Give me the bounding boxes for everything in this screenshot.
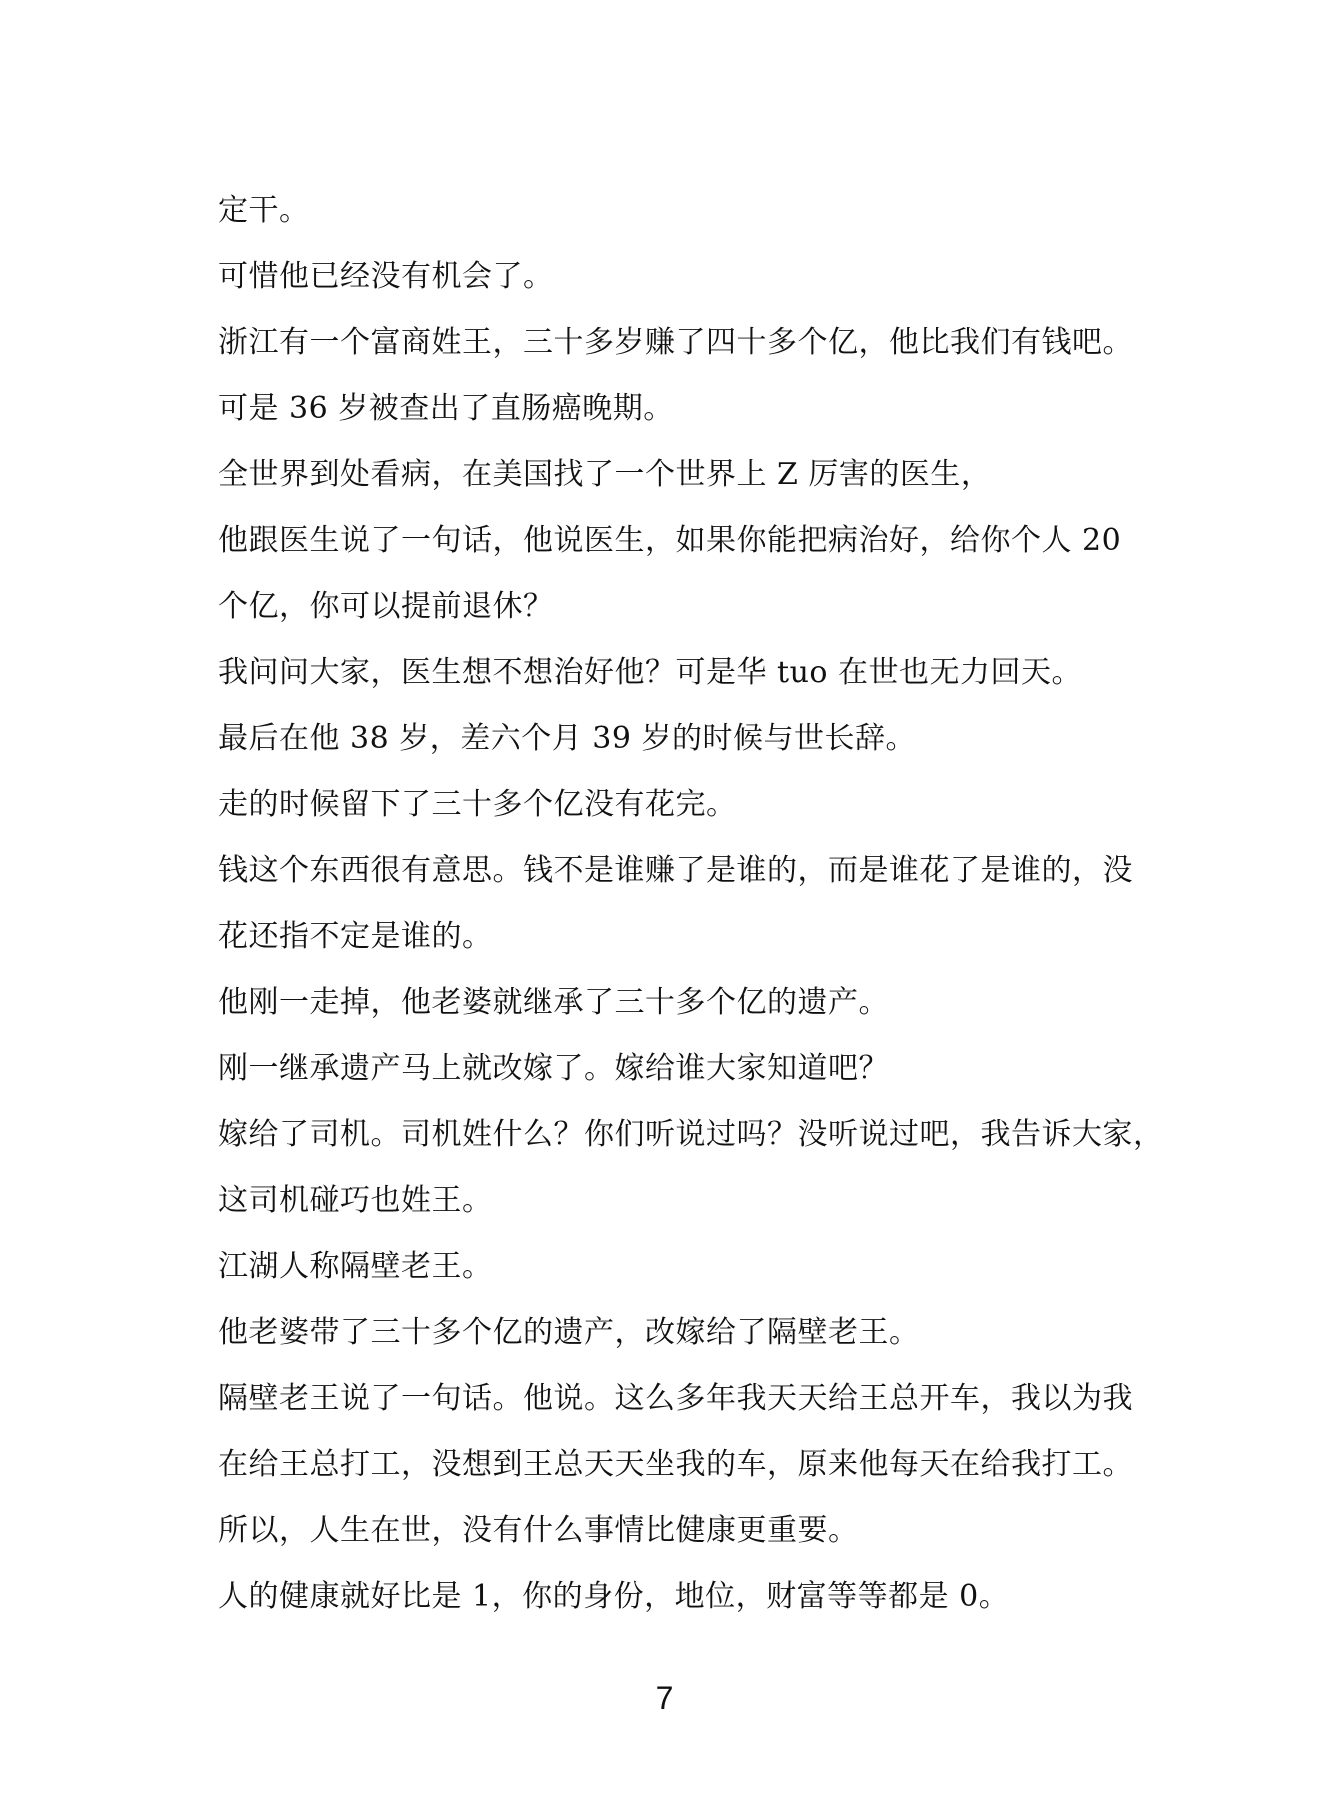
text-line: 他刚一走掉，他老婆就继承了三十多个亿的遗产。 [218, 985, 889, 1020]
text-line: 浙江有一个富商姓王，三十多岁赚了四十多个亿，他比我们有钱吧。 [218, 325, 1133, 360]
text-line: 定干。 [218, 193, 310, 228]
text-line: 刚一继承遗产马上就改嫁了。嫁给谁大家知道吧？ [218, 1051, 889, 1086]
text-line: 人的健康就好比是 1，你的身份，地位，财富等等都是 0。 [218, 1579, 1010, 1614]
text-line: 个亿，你可以提前退休？ [218, 589, 554, 624]
text-line: 所以，人生在世，没有什么事情比健康更重要。 [218, 1513, 859, 1548]
text-line: 可惜他已经没有机会了。 [218, 259, 554, 294]
text-line: 这司机碰巧也姓王。 [218, 1183, 493, 1218]
text-line: 钱这个东西很有意思。钱不是谁赚了是谁的，而是谁花了是谁的，没 [218, 853, 1133, 888]
text-line: 在给王总打工，没想到王总天天坐我的车，原来他每天在给我打工。 [218, 1447, 1133, 1482]
text-line: 隔壁老王说了一句话。他说。这么多年我天天给王总开车，我以为我 [218, 1381, 1133, 1416]
text-line: 他老婆带了三十多个亿的遗产，改嫁给了隔壁老王。 [218, 1315, 920, 1350]
body-text [218, 178, 1164, 1630]
text-line: 花还指不定是谁的。 [218, 919, 493, 954]
page-number: 7 [655, 1680, 674, 1716]
text-line: 可是 36 岁被查出了直肠癌晚期。 [218, 391, 674, 426]
text-line: 最后在他 38 岁，差六个月 39 岁的时候与世长辞。 [218, 721, 916, 756]
text-line: 江湖人称隔壁老王。 [218, 1249, 493, 1284]
text-line: 走的时候留下了三十多个亿没有花完。 [218, 787, 737, 822]
text-line: 全世界到处看病，在美国找了一个世界上 Z 厉害的医生， [218, 457, 992, 492]
text-line: 我问问大家，医生想不想治好他？可是华 tuo 在世也无力回天。 [218, 655, 1083, 690]
text-line: 他跟医生说了一句话，他说医生，如果你能把病治好，给你个人 20 [218, 523, 1122, 558]
text-line: 嫁给了司机。司机姓什么？你们听说过吗？没听说过吧，我告诉大家， [218, 1117, 1164, 1152]
